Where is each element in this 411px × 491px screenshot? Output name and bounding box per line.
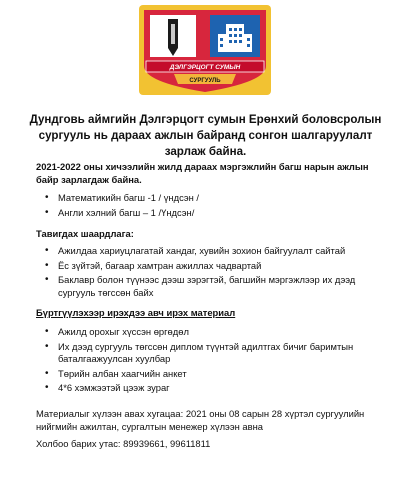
list-item-line: сургууль төгссөн байх: [58, 286, 154, 298]
announcement-title: [16, 112, 395, 160]
announcement-footer: [36, 408, 396, 451]
logo-band-text: ДЭЛГЭРЦОГТ СУМЫН: [169, 64, 241, 71]
announcement-body: [36, 161, 396, 397]
deadline-line: нийгмийн ажилтан, сургалтын менежер хүлээн авна: [36, 420, 263, 432]
list-item: • Ёс зүйтэй, багаар хамтран ажиллах чадвартай: [58, 260, 396, 273]
list-item: • Ажилдаа хариуцлагатай хандаг, хувийн зохион байгуулалт сайтай: [58, 245, 396, 258]
materials-list: [36, 326, 396, 395]
list-item: • Англи хэлний багш – 1 /Үндсэн/: [58, 207, 396, 220]
requirements-list: [36, 245, 396, 299]
intro-text: [36, 161, 396, 186]
list-item: • Математикийн багш -1 / үндсэн /: [58, 192, 396, 205]
contact-phone: Холбоо барих утас: 89939661, 99611811: [36, 438, 211, 450]
list-item: [58, 341, 396, 366]
school-logo: [138, 4, 272, 96]
title-line: сургууль нь дараах ажлын байранд сонгон шалгаруулалт: [38, 129, 373, 142]
title-line: Дундговь аймгийн Дэлгэрцогт сумын Ерөнхий боловсролын: [29, 113, 382, 126]
list-item-line: Их дээд сургууль төгссөн диплом түүнтэй адилтгах бичиг баримтын: [58, 340, 354, 352]
title-line: зарлаж байна.: [164, 145, 247, 158]
deadline-text: [36, 408, 396, 433]
list-item-line: Баклавр болон түүнээс дээш зэрэгтэй, багшийн мэргэжлээр их дээд: [58, 274, 356, 286]
intro-line: байр зарлагдаж байна.: [36, 173, 142, 185]
list-item-line: баталгаажуулсан хуулбар: [58, 353, 171, 365]
positions-list: [36, 192, 396, 219]
requirements-heading: Тавигдах шаардлага:: [36, 228, 134, 240]
list-item: [58, 274, 396, 299]
list-item: • Төрийн албан хаагчийн анкет: [58, 368, 396, 381]
logo-ribbon-text: СУРГУУЛЬ: [189, 78, 221, 84]
intro-line: 2021-2022 оны хичээлийн жилд дараах мэргэжлийн багш нарын ажлын: [36, 161, 369, 172]
list-item: • 4*6 хэмжээтэй цээж зураг: [58, 382, 396, 395]
materials-heading: Бүртгүүлэхээр ирэхдээ авч ирэх материал: [36, 307, 236, 319]
list-item: • Ажилд орохыг хүссэн өргөдөл: [58, 326, 396, 339]
deadline-line: Материалыг хүлээн авах хугацаа: 2021 оны 08 сарын 28 хүртэл сургуулийн: [36, 408, 365, 419]
